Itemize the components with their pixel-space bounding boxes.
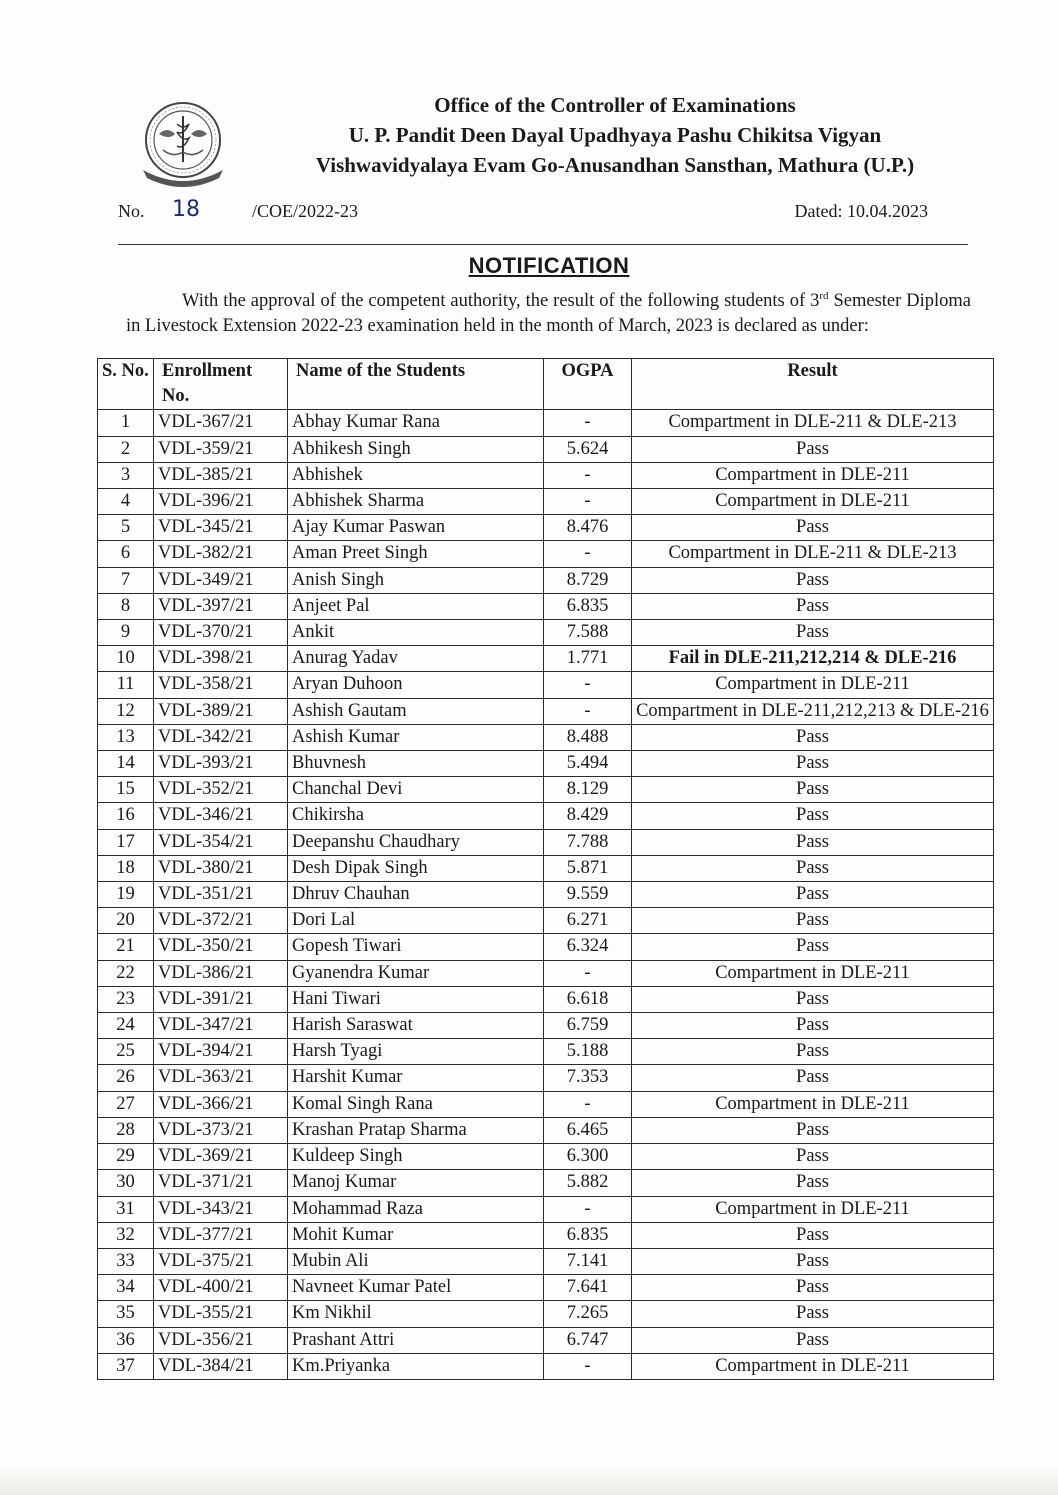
university-name-line1: U. P. Pandit Deen Dayal Upadhyaya Pashu Chikitsa Vigyan bbox=[348, 123, 882, 147]
cell-enrollment: VDL-343/21 bbox=[154, 1196, 288, 1222]
table-row bbox=[98, 1170, 994, 1196]
cell-sno: 19 bbox=[98, 882, 154, 908]
table-row bbox=[98, 489, 994, 515]
cell-result: Compartment in DLE-211 bbox=[632, 1091, 994, 1117]
table-row bbox=[98, 1091, 994, 1117]
table-row bbox=[98, 1353, 994, 1379]
cell-enrollment: VDL-394/21 bbox=[154, 1039, 288, 1065]
cell-result: Pass bbox=[632, 436, 994, 462]
cell-enrollment: VDL-389/21 bbox=[154, 698, 288, 724]
cell-sno: 29 bbox=[98, 1144, 154, 1170]
table-row bbox=[98, 620, 994, 646]
cell-student-name: Ankit bbox=[288, 620, 544, 646]
table-row bbox=[98, 567, 994, 593]
cell-sno: 4 bbox=[98, 489, 154, 515]
cell-result: Pass bbox=[632, 593, 994, 619]
cell-sno: 34 bbox=[98, 1275, 154, 1301]
table-row bbox=[98, 436, 994, 462]
table-row bbox=[98, 803, 994, 829]
cell-result: Compartment in DLE-211 bbox=[632, 489, 994, 515]
cell-student-name: Abhikesh Singh bbox=[288, 436, 544, 462]
cell-student-name: Abhay Kumar Rana bbox=[288, 410, 544, 436]
cell-ogpa: 6.618 bbox=[544, 986, 632, 1012]
cell-enrollment: VDL-396/21 bbox=[154, 489, 288, 515]
cell-ogpa: - bbox=[544, 1091, 632, 1117]
cell-enrollment: VDL-372/21 bbox=[154, 908, 288, 934]
cell-enrollment: VDL-355/21 bbox=[154, 1301, 288, 1327]
cell-enrollment: VDL-369/21 bbox=[154, 1144, 288, 1170]
cell-student-name: Komal Singh Rana bbox=[288, 1091, 544, 1117]
university-emblem-logo bbox=[129, 100, 237, 188]
cell-result: Pass bbox=[632, 1301, 994, 1327]
cell-sno: 7 bbox=[98, 567, 154, 593]
cell-enrollment: VDL-352/21 bbox=[154, 777, 288, 803]
cell-result: Pass bbox=[632, 986, 994, 1012]
cell-enrollment: VDL-397/21 bbox=[154, 593, 288, 619]
cell-ogpa: 5.882 bbox=[544, 1170, 632, 1196]
cell-ogpa: 7.641 bbox=[544, 1275, 632, 1301]
cell-sno: 37 bbox=[98, 1353, 154, 1379]
cell-student-name: Harsh Tyagi bbox=[288, 1039, 544, 1065]
cell-result: Pass bbox=[632, 1144, 994, 1170]
table-row bbox=[98, 1248, 994, 1274]
ref-code: /COE/2022-23 bbox=[252, 201, 358, 221]
cell-sno: 14 bbox=[98, 751, 154, 777]
cell-enrollment: VDL-358/21 bbox=[154, 672, 288, 698]
cell-enrollment: VDL-386/21 bbox=[154, 960, 288, 986]
cell-sno: 24 bbox=[98, 1013, 154, 1039]
table-row bbox=[98, 724, 994, 750]
letterhead bbox=[125, 90, 985, 200]
cell-enrollment: VDL-366/21 bbox=[154, 1091, 288, 1117]
cell-result: Pass bbox=[632, 934, 994, 960]
table-row bbox=[98, 593, 994, 619]
cell-student-name: Aman Preet Singh bbox=[288, 541, 544, 567]
cell-enrollment: VDL-346/21 bbox=[154, 803, 288, 829]
cell-result: Compartment in DLE-211 bbox=[632, 1353, 994, 1379]
cell-enrollment: VDL-359/21 bbox=[154, 436, 288, 462]
table-row bbox=[98, 1196, 994, 1222]
cell-enrollment: VDL-351/21 bbox=[154, 882, 288, 908]
table-row bbox=[98, 515, 994, 541]
cell-student-name: Gopesh Tiwari bbox=[288, 934, 544, 960]
table-row bbox=[98, 986, 994, 1012]
cell-sno: 1 bbox=[98, 410, 154, 436]
cell-result: Fail in DLE-211,212,214 & DLE-216 bbox=[632, 646, 994, 672]
cell-result: Pass bbox=[632, 1327, 994, 1353]
cell-ogpa: 1.771 bbox=[544, 646, 632, 672]
cell-student-name: Chikirsha bbox=[288, 803, 544, 829]
table-row bbox=[98, 646, 994, 672]
cell-student-name: Abhishek bbox=[288, 462, 544, 488]
cell-enrollment: VDL-377/21 bbox=[154, 1222, 288, 1248]
cell-student-name: Manoj Kumar bbox=[288, 1170, 544, 1196]
table-row bbox=[98, 1065, 994, 1091]
cell-enrollment: VDL-373/21 bbox=[154, 1117, 288, 1143]
cell-sno: 10 bbox=[98, 646, 154, 672]
table-row bbox=[98, 829, 994, 855]
cell-result: Compartment in DLE-211 bbox=[632, 1196, 994, 1222]
cell-ogpa: 5.494 bbox=[544, 751, 632, 777]
cell-result: Pass bbox=[632, 1013, 994, 1039]
cell-result: Pass bbox=[632, 751, 994, 777]
table-row bbox=[98, 672, 994, 698]
cell-enrollment: VDL-393/21 bbox=[154, 751, 288, 777]
cell-result: Pass bbox=[632, 882, 994, 908]
table-row bbox=[98, 777, 994, 803]
cell-student-name: Deepanshu Chaudhary bbox=[288, 829, 544, 855]
header-result: Result bbox=[632, 359, 994, 410]
cell-ogpa: 6.759 bbox=[544, 1013, 632, 1039]
cell-sno: 32 bbox=[98, 1222, 154, 1248]
table-row bbox=[98, 698, 994, 724]
ref-date: Dated: 10.04.2023 bbox=[794, 201, 928, 221]
cell-ogpa: 6.747 bbox=[544, 1327, 632, 1353]
page-bottom-edge bbox=[0, 1465, 1058, 1495]
cell-ogpa: - bbox=[544, 462, 632, 488]
table-header-row bbox=[98, 359, 994, 410]
cell-student-name: Anish Singh bbox=[288, 567, 544, 593]
cell-ogpa: 9.559 bbox=[544, 882, 632, 908]
cell-sno: 18 bbox=[98, 855, 154, 881]
cell-result: Pass bbox=[632, 1275, 994, 1301]
table-row bbox=[98, 1013, 994, 1039]
cell-ogpa: 7.265 bbox=[544, 1301, 632, 1327]
ref-handwritten-number: 18 bbox=[172, 197, 200, 222]
table-row bbox=[98, 1144, 994, 1170]
cell-result: Pass bbox=[632, 855, 994, 881]
cell-student-name: Dori Lal bbox=[288, 908, 544, 934]
cell-enrollment: VDL-384/21 bbox=[154, 1353, 288, 1379]
cell-sno: 22 bbox=[98, 960, 154, 986]
table-row bbox=[98, 960, 994, 986]
cell-student-name: Mubin Ali bbox=[288, 1248, 544, 1274]
cell-sno: 9 bbox=[98, 620, 154, 646]
cell-student-name: Gyanendra Kumar bbox=[288, 960, 544, 986]
cell-student-name: Hani Tiwari bbox=[288, 986, 544, 1012]
cell-ogpa: - bbox=[544, 960, 632, 986]
cell-ogpa: 7.788 bbox=[544, 829, 632, 855]
cell-sno: 3 bbox=[98, 462, 154, 488]
cell-ogpa: - bbox=[544, 1196, 632, 1222]
cell-ogpa: - bbox=[544, 489, 632, 515]
cell-student-name: Anjeet Pal bbox=[288, 593, 544, 619]
cell-student-name: Desh Dipak Singh bbox=[288, 855, 544, 881]
cell-ogpa: 6.465 bbox=[544, 1117, 632, 1143]
cell-student-name: Bhuvnesh bbox=[288, 751, 544, 777]
cell-enrollment: VDL-391/21 bbox=[154, 986, 288, 1012]
cell-enrollment: VDL-363/21 bbox=[154, 1065, 288, 1091]
cell-enrollment: VDL-347/21 bbox=[154, 1013, 288, 1039]
cell-ogpa: 8.129 bbox=[544, 777, 632, 803]
cell-sno: 28 bbox=[98, 1117, 154, 1143]
cell-ogpa: - bbox=[544, 541, 632, 567]
table-row bbox=[98, 1275, 994, 1301]
cell-result: Pass bbox=[632, 1117, 994, 1143]
cell-ogpa: 7.141 bbox=[544, 1248, 632, 1274]
table-row bbox=[98, 1039, 994, 1065]
cell-student-name: Mohammad Raza bbox=[288, 1196, 544, 1222]
cell-sno: 12 bbox=[98, 698, 154, 724]
cell-student-name: Anurag Yadav bbox=[288, 646, 544, 672]
cell-ogpa: 8.476 bbox=[544, 515, 632, 541]
cell-sno: 36 bbox=[98, 1327, 154, 1353]
cell-sno: 33 bbox=[98, 1248, 154, 1274]
table-row bbox=[98, 855, 994, 881]
notification-intro bbox=[126, 284, 971, 339]
cell-result: Compartment in DLE-211,212,213 & DLE-216 bbox=[632, 698, 994, 724]
table-row bbox=[98, 541, 994, 567]
table-row bbox=[98, 462, 994, 488]
cell-enrollment: VDL-375/21 bbox=[154, 1248, 288, 1274]
cell-sno: 16 bbox=[98, 803, 154, 829]
cell-enrollment: VDL-380/21 bbox=[154, 855, 288, 881]
cell-result: Pass bbox=[632, 1248, 994, 1274]
cell-student-name: Km Nikhil bbox=[288, 1301, 544, 1327]
cell-student-name: Ajay Kumar Paswan bbox=[288, 515, 544, 541]
cell-student-name: Harshit Kumar bbox=[288, 1065, 544, 1091]
cell-enrollment: VDL-385/21 bbox=[154, 462, 288, 488]
cell-enrollment: VDL-367/21 bbox=[154, 410, 288, 436]
cell-sno: 31 bbox=[98, 1196, 154, 1222]
cell-enrollment: VDL-345/21 bbox=[154, 515, 288, 541]
cell-ogpa: 5.188 bbox=[544, 1039, 632, 1065]
cell-student-name: Dhruv Chauhan bbox=[288, 882, 544, 908]
cell-sno: 35 bbox=[98, 1301, 154, 1327]
intro-text-a: With the approval of the competent authority, the result of the following students of 3 bbox=[182, 291, 820, 312]
cell-ogpa: 6.300 bbox=[544, 1144, 632, 1170]
cell-sno: 8 bbox=[98, 593, 154, 619]
cell-result: Compartment in DLE-211 & DLE-213 bbox=[632, 410, 994, 436]
cell-result: Compartment in DLE-211 & DLE-213 bbox=[632, 541, 994, 567]
cell-result: Pass bbox=[632, 908, 994, 934]
cell-sno: 30 bbox=[98, 1170, 154, 1196]
notification-title: NOTIFICATION bbox=[468, 253, 630, 278]
cell-enrollment: VDL-354/21 bbox=[154, 829, 288, 855]
cell-ogpa: - bbox=[544, 410, 632, 436]
cell-result: Pass bbox=[632, 1065, 994, 1091]
cell-ogpa: - bbox=[544, 672, 632, 698]
cell-student-name: Harish Saraswat bbox=[288, 1013, 544, 1039]
cell-sno: 2 bbox=[98, 436, 154, 462]
cell-enrollment: VDL-350/21 bbox=[154, 934, 288, 960]
cell-student-name: Navneet Kumar Patel bbox=[288, 1275, 544, 1301]
cell-student-name: Ashish Kumar bbox=[288, 724, 544, 750]
cell-ogpa: 8.488 bbox=[544, 724, 632, 750]
cell-ogpa: 6.835 bbox=[544, 1222, 632, 1248]
cell-ogpa: 6.271 bbox=[544, 908, 632, 934]
ref-no-label: No. bbox=[118, 201, 145, 221]
cell-ogpa: 5.624 bbox=[544, 436, 632, 462]
results-table-body bbox=[98, 410, 994, 1380]
cell-result: Pass bbox=[632, 724, 994, 750]
header-name: Name of the Students bbox=[288, 359, 544, 410]
intro-text-b: Semester Diploma in Livestock Extension 2022-23 examination held in the month of March, 2023 is declared as under: bbox=[126, 291, 972, 337]
cell-result: Pass bbox=[632, 1039, 994, 1065]
cell-enrollment: VDL-382/21 bbox=[154, 541, 288, 567]
table-row bbox=[98, 934, 994, 960]
cell-result: Compartment in DLE-211 bbox=[632, 960, 994, 986]
cell-student-name: Km.Priyanka bbox=[288, 1353, 544, 1379]
cell-student-name: Kuldeep Singh bbox=[288, 1144, 544, 1170]
cell-ogpa: 6.324 bbox=[544, 934, 632, 960]
cell-result: Pass bbox=[632, 1222, 994, 1248]
cell-enrollment: VDL-370/21 bbox=[154, 620, 288, 646]
cell-student-name: Krashan Pratap Sharma bbox=[288, 1117, 544, 1143]
cell-student-name: Abhishek Sharma bbox=[288, 489, 544, 515]
office-title: Office of the Controller of Examinations bbox=[434, 93, 796, 117]
cell-student-name: Mohit Kumar bbox=[288, 1222, 544, 1248]
intro-ordinal-suffix: rd bbox=[819, 290, 829, 302]
cell-student-name: Prashant Attri bbox=[288, 1327, 544, 1353]
cell-ogpa: 6.835 bbox=[544, 593, 632, 619]
table-row bbox=[98, 1327, 994, 1353]
cell-sno: 25 bbox=[98, 1039, 154, 1065]
cell-sno: 13 bbox=[98, 724, 154, 750]
cell-sno: 6 bbox=[98, 541, 154, 567]
header-ogpa: OGPA bbox=[544, 359, 632, 410]
cell-enrollment: VDL-356/21 bbox=[154, 1327, 288, 1353]
cell-enrollment: VDL-398/21 bbox=[154, 646, 288, 672]
cell-result: Pass bbox=[632, 567, 994, 593]
cell-result: Pass bbox=[632, 620, 994, 646]
cell-enrollment: VDL-342/21 bbox=[154, 724, 288, 750]
cell-result: Pass bbox=[632, 1170, 994, 1196]
cell-sno: 27 bbox=[98, 1091, 154, 1117]
cell-ogpa: 7.353 bbox=[544, 1065, 632, 1091]
cell-ogpa: - bbox=[544, 1353, 632, 1379]
cell-result: Compartment in DLE-211 bbox=[632, 672, 994, 698]
table-row bbox=[98, 908, 994, 934]
table-row bbox=[98, 882, 994, 908]
cell-student-name: Chanchal Devi bbox=[288, 777, 544, 803]
cell-ogpa: - bbox=[544, 698, 632, 724]
cell-sno: 17 bbox=[98, 829, 154, 855]
cell-student-name: Ashish Gautam bbox=[288, 698, 544, 724]
cell-result: Compartment in DLE-211 bbox=[632, 462, 994, 488]
header-enrollment: Enrollment No. bbox=[154, 359, 288, 410]
table-row bbox=[98, 1301, 994, 1327]
cell-enrollment: VDL-349/21 bbox=[154, 567, 288, 593]
cell-sno: 20 bbox=[98, 908, 154, 934]
cell-result: Pass bbox=[632, 515, 994, 541]
header-divider bbox=[118, 244, 968, 245]
cell-student-name: Aryan Duhoon bbox=[288, 672, 544, 698]
university-name-line2: Vishwavidyalaya Evam Go-Anusandhan Sansthan, Mathura (U.P.) bbox=[315, 153, 915, 177]
cell-result: Pass bbox=[632, 829, 994, 855]
cell-sno: 15 bbox=[98, 777, 154, 803]
cell-sno: 5 bbox=[98, 515, 154, 541]
cell-enrollment: VDL-371/21 bbox=[154, 1170, 288, 1196]
cell-sno: 11 bbox=[98, 672, 154, 698]
cell-ogpa: 8.429 bbox=[544, 803, 632, 829]
cell-ogpa: 7.588 bbox=[544, 620, 632, 646]
table-row bbox=[98, 751, 994, 777]
cell-enrollment: VDL-400/21 bbox=[154, 1275, 288, 1301]
cell-sno: 23 bbox=[98, 986, 154, 1012]
table-row bbox=[98, 1117, 994, 1143]
table-row bbox=[98, 1222, 994, 1248]
reference-row bbox=[118, 197, 928, 227]
cell-sno: 21 bbox=[98, 934, 154, 960]
table-row bbox=[98, 410, 994, 436]
header-sno: S. No. bbox=[98, 359, 154, 410]
cell-ogpa: 8.729 bbox=[544, 567, 632, 593]
cell-result: Pass bbox=[632, 777, 994, 803]
cell-result: Pass bbox=[632, 803, 994, 829]
results-table bbox=[97, 358, 994, 1380]
cell-sno: 26 bbox=[98, 1065, 154, 1091]
cell-ogpa: 5.871 bbox=[544, 855, 632, 881]
